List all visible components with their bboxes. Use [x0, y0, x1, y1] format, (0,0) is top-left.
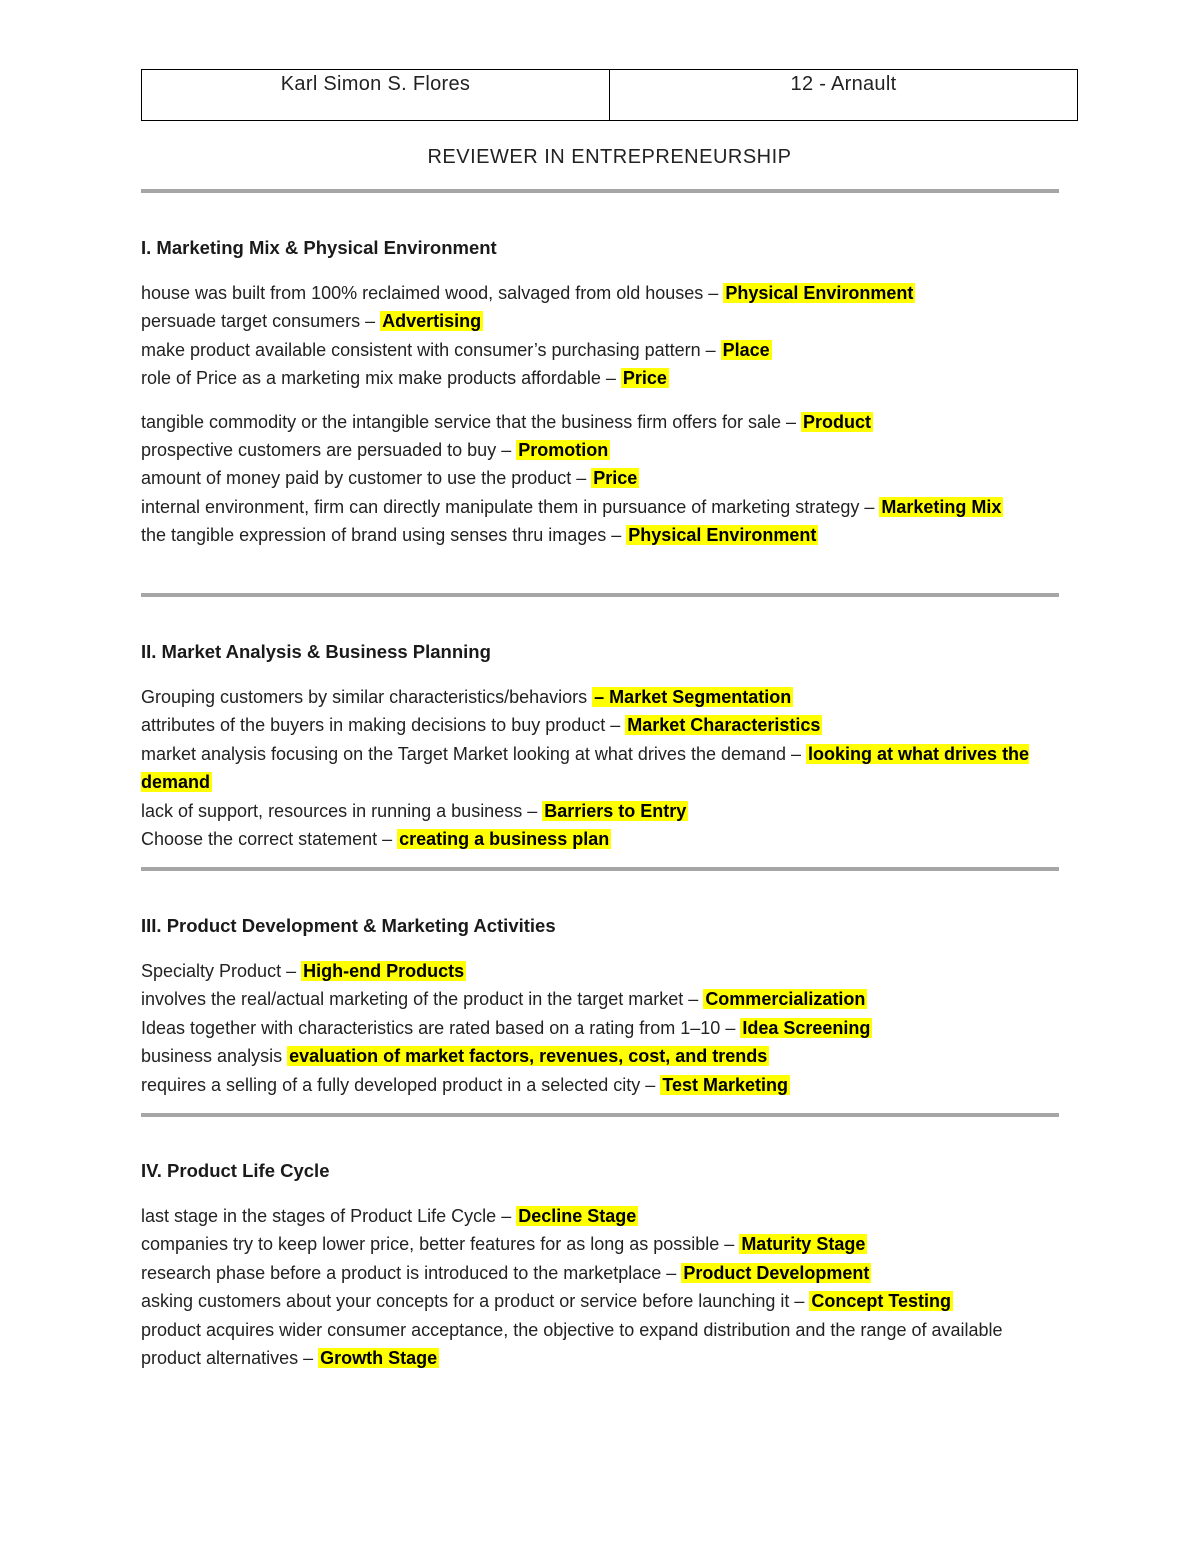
section-market-analysis [141, 638, 1066, 853]
student-section: 12 - Arnault [609, 70, 1077, 120]
question-text: make product available consistent with consumer’s purchasing pattern – [141, 339, 721, 360]
answer-highlight: Advertising [382, 311, 482, 332]
divider [141, 593, 1059, 597]
question-text: companies try to keep lower price, better features for as long as possible – [141, 1234, 740, 1255]
question-text: attributes of the buyers in making decisions to buy product – [141, 715, 626, 736]
list-item [141, 740, 1066, 797]
answer-highlight: Physical Environment [725, 283, 914, 303]
section-heading: II. Market Analysis & Business Planning [141, 641, 491, 662]
divider [141, 1113, 1059, 1117]
question-text: persuade target consumers – [141, 311, 381, 332]
list-item [141, 957, 1066, 985]
answer-highlight: Idea Screening [742, 1017, 871, 1038]
list-item [141, 683, 1066, 711]
list-item [141, 1071, 1066, 1099]
header-table [141, 69, 1078, 121]
question-text: product acquires wider consumer acceptance, the objective to expand distribution and the range of available product alternatives – [141, 1319, 1003, 1369]
question-text: lack of support, resources in running a business – [141, 800, 543, 821]
section-product-development [141, 912, 1066, 1099]
question-text: asking customers about your concepts for a product or service before launching it – [141, 1291, 810, 1312]
question-text: amount of money paid by customer to use the product – [141, 468, 592, 489]
section-product-life-cycle [141, 1157, 1066, 1372]
list-item [141, 797, 1066, 825]
list-item [141, 307, 1066, 335]
answer-highlight: Commercialization [705, 989, 866, 1010]
question-text: involves the real/actual marketing of the product in the target market – [141, 989, 704, 1010]
list-item [141, 1202, 1066, 1230]
divider [141, 867, 1059, 871]
list-item [141, 521, 1066, 549]
list-item [141, 436, 1066, 464]
list-item [141, 985, 1066, 1013]
answer-highlight: Maturity Stage [741, 1234, 866, 1255]
answer-highlight: Market Characteristics [627, 715, 821, 736]
question-text: Ideas together with characteristics are rated based on a rating from 1–10 – [141, 1017, 741, 1038]
question-text: the tangible expression of brand using senses thru images – [141, 525, 627, 546]
section-heading: IV. Product Life Cycle [141, 1160, 330, 1181]
list-item [141, 825, 1066, 853]
answer-highlight: – Market Segmentation [594, 687, 792, 707]
list-item [141, 336, 1066, 364]
section-heading: III. Product Development & Marketing Activities [141, 915, 556, 936]
student-name: Karl Simon S. Flores [280, 73, 471, 95]
answer-highlight: Promotion [518, 440, 609, 461]
question-text: last stage in the stages of Product Life Cycle – [141, 1206, 517, 1226]
question-text: internal environment, firm can directly manipulate them in pursuance of marketing strategy – [141, 496, 880, 517]
question-text: market analysis focusing on the Target Market looking at what drives the demand – [141, 743, 807, 764]
list-item [141, 1316, 1066, 1373]
document-title: REVIEWER IN ENTREPRENEURSHIP [427, 146, 792, 168]
answer-highlight: Growth Stage [320, 1348, 438, 1369]
answer-highlight: Concept Testing [811, 1291, 952, 1312]
answer-highlight: looking at what drives the demand [141, 743, 1030, 793]
section-heading: I. Marketing Mix & Physical Environment [141, 237, 497, 258]
list-item [141, 1259, 1066, 1287]
section-marketing-mix [141, 234, 1066, 550]
answer-highlight: High-end Products [303, 961, 465, 981]
answer-highlight: evaluation of market factors, revenues, cost, and trends [289, 1046, 768, 1067]
question-text: tangible commodity or the intangible service that the business firm offers for sale – [141, 411, 801, 432]
question-text: research phase before a product is introduced to the marketplace – [141, 1262, 682, 1283]
list-item [141, 493, 1066, 521]
answer-highlight: Product Development [683, 1262, 870, 1283]
answer-highlight: Price [593, 468, 638, 489]
answer-highlight: Barriers to Entry [544, 800, 687, 821]
list-item [141, 279, 1066, 307]
list-item [141, 1014, 1066, 1042]
list-item [141, 408, 1066, 436]
answer-highlight: Price [622, 368, 667, 389]
list-item [141, 711, 1066, 739]
question-text: prospective customers are persuaded to buy – [141, 440, 517, 461]
list-item [141, 364, 1066, 392]
answer-highlight: Decline Stage [518, 1206, 637, 1226]
answer-highlight: Marketing Mix [881, 496, 1002, 517]
divider [141, 189, 1059, 193]
list-item [141, 1287, 1066, 1315]
answer-highlight: Place [722, 339, 770, 360]
question-text: Specialty Product – [141, 961, 302, 981]
list-item [141, 1042, 1066, 1070]
question-text: requires a selling of a fully developed product in a selected city – [141, 1074, 661, 1095]
list-item [141, 1230, 1066, 1258]
answer-highlight: Test Marketing [662, 1074, 789, 1095]
question-text: business analysis [141, 1046, 288, 1067]
answer-highlight: Physical Environment [628, 525, 817, 546]
question-text: Grouping customers by similar characteristics/behaviors [141, 687, 593, 707]
question-text: role of Price as a marketing mix make products affordable – [141, 368, 621, 389]
question-text: house was built from 100% reclaimed wood, salvaged from old houses – [141, 283, 724, 303]
answer-highlight: Product [803, 411, 872, 432]
answer-highlight: creating a business plan [399, 829, 610, 850]
list-item [141, 464, 1066, 492]
question-text: Choose the correct statement – [141, 829, 398, 850]
